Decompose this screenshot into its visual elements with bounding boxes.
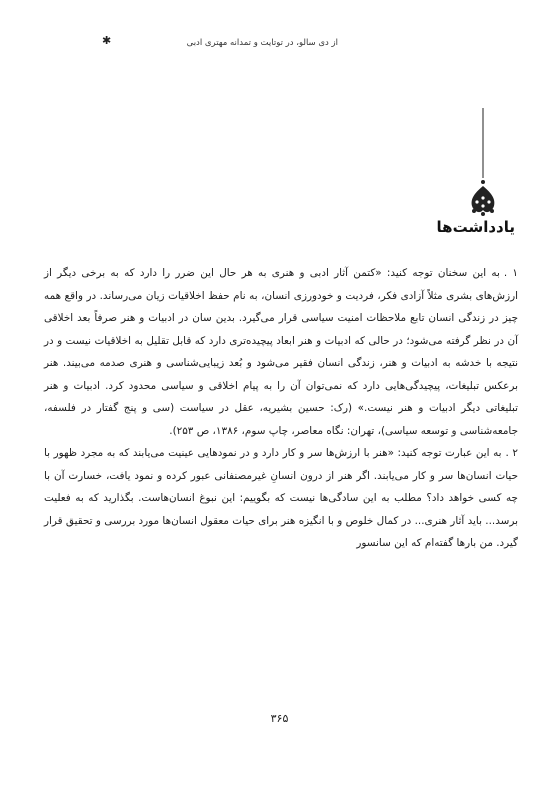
note-1	[44, 262, 518, 442]
header-star-mark: ✱	[102, 34, 112, 47]
note-text: به این عبارت توجه کنید: «هنر با ارزش‌ها سر و کار دارد و در نمودهایی عینیت می‌یابند که به مجرد ظهور با حیات انسان‌ها سر و کار می‌یابند. اگر هنر از درون انسانِ غیرمصنفانی عبور کرده و نمود یافت، خسارت آن با چه کسی خواهد داد؟ مطلب به این سادگی‌ها نیست که بگوییم: این نبوغ انسان‌هاست. بگذارید که به فعلیت برسد... باید آثار هنری... در کمال خلوص و با انگیزه هنر برای حیات معقول انسان‌ها مورد بررسی و تحقیق قرار گیرد. من بارها گفته‌ام که این سانسور	[44, 447, 518, 549]
ornament-icon	[458, 108, 508, 228]
note-text: به این سخنان توجه کنید: «کتمن آثار ادبی و هنری به هر حال این ضرر را دارد که به برخی دیگر از ارزش‌های بشری مثلاً آزادی فکر، فردیت و خودورزی انسان، به نام حفظ اخلاقیات زیان می‌رساند. در واقع همه چیز در زندگی انسان تابع ملاحظات امنیت سیاسی قرار می‌گیرد. بدین سان در ادبیات و هنر صرفاً بعد اخلاقی آن در نظر گرفته می‌شود؛ در حالی که ادبیات و هنر ابعاد پیچیده‌تری دارد که قابل تقلیل به اخلاقیات نیست و در نتیجه با خدشه به ادبیات و هنر، زندگی انسان فقیر می‌شود و بُعد زیبایی‌شناسی و هنری صدمه می‌بیند. هنر برعکس تبلیغات، پیچیدگی‌هایی دارد که نمی‌توان آن را به پیام اخلاقی و سیاسی محدود کرد. ادبیات و هنر تبلیغاتی دیگر ادبیات و هنر نیست.» (رک: حسین بشیریه، عقل در سیاست (سی و پنج گفتار در فلسفه، جامعه‌شناسی و توسعه سیاسی)، تهران: نگاه معاصر، چاپ سوم، ۱۳۸۶، ص ۲۵۳).	[44, 267, 518, 437]
note-number: ۲ .	[505, 447, 518, 459]
note-2	[44, 442, 518, 555]
running-header: از دی سالو، در توتایت و تمدانه مهتری ادبی	[186, 38, 338, 48]
notes-body	[44, 262, 518, 555]
page-number: ۳۶۵	[270, 712, 289, 725]
note-number: ۱ .	[503, 267, 519, 279]
section-title: یادداشت‌ها	[436, 218, 515, 236]
